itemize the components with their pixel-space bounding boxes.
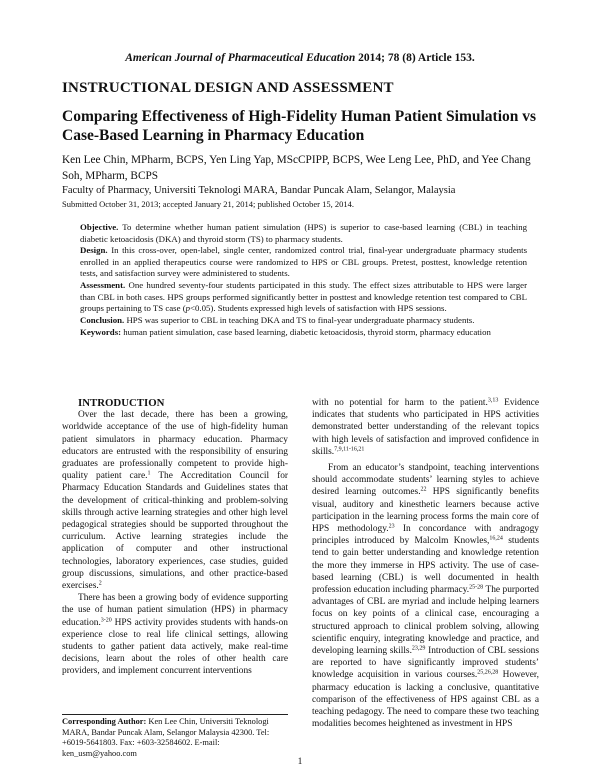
abstract-conclusion	[80, 315, 527, 327]
citation: 23,29	[411, 645, 426, 652]
assessment-text-end: <0.05). Students expressed high levels of satisfaction with HPS sessions.	[190, 303, 447, 314]
keywords-text: human patient simulation, case based learning, diabetic ketoacidosis, thyroid storm, pharmacy education	[123, 327, 491, 338]
affiliation: Faculty of Pharmacy, Universiti Teknologi MARA, Bandar Puncak Alam, Selangor, Malaysia	[62, 185, 456, 196]
page-number: 1	[297, 757, 303, 767]
design-text: In this cross-over, open-label, single center, randomized control trial, final-year undergraduate pharmacy students enrolled in an applied therapeutics course were randomized to HPS or CBL groups. Pretest, posttest, knowledge retention tests, and satisfaction survey were administered to students.	[80, 245, 527, 279]
text-run: The Accreditation Council for Pharmacy Education Standards and Guidelines states that the development of critical-thinking and problem-solving skills through active learning strategies and other high level pedagogical strategies should be supported throughout the curriculum. Active learning strategies include the application of computer and other instructional technologies, laboratory experiences, case studies, guided group discussions, simulations, and other practice-based exercises.	[62, 471, 289, 592]
objective-label: Objective.	[80, 222, 119, 232]
design-label: Design.	[80, 245, 108, 256]
section-label: INSTRUCTIONAL DESIGN AND ASSESSMENT	[62, 80, 394, 96]
right-paragraph-2	[312, 462, 539, 730]
submission-dates: Submitted October 31, 2013; accepted January 21, 2014; published October 15, 2014.	[62, 199, 355, 209]
p-value-symbol: p	[185, 303, 191, 314]
footnote-label: Corresponding Author:	[62, 717, 147, 726]
corresponding-author-footnote	[62, 717, 288, 759]
left-paragraph-1	[62, 409, 288, 592]
objective-text: To determine whether human patient simulation (HPS) is superior to case-based learning (CBL) in teaching diabetic ketoacidosis (DKA) and thyroid storm (TS) to pharmacy students.	[80, 222, 528, 244]
footnote-divider	[62, 714, 288, 715]
journal-name: American Journal of Pharmaceutical Education	[125, 52, 356, 64]
citation: 3-20	[100, 617, 112, 624]
text-run: HPS significantly benefits visual, auditory and kinesthetic learners because active participation in the learning process forms the main core of HPS methodology.	[312, 487, 540, 535]
left-column	[62, 397, 288, 678]
abstract	[80, 222, 527, 339]
citation: 23	[388, 523, 395, 530]
citation: 16,24	[489, 535, 503, 542]
text-run: students tend to gain better understanding and knowledge retention the more they immerse in HPS activity. The use of case-based learning (CBL) is well documented in health profession education including pharmacy.	[312, 536, 539, 596]
text-run: Introduction of CBL sessions are reported to have significantly improved students’ knowledge acquisition in various courses.	[312, 646, 539, 681]
citation: 22	[420, 486, 427, 493]
text-run: with no potential for harm to the patient.	[312, 398, 488, 408]
text-run: However, pharmacy education is lacking a conclusive, quantitative comparison of the effectiveness of HPS against CBL as a teaching pedagogy. The need to compare these two teaching modalities becomes heightened as investment in HPS	[312, 670, 540, 730]
conclusion-label: Conclusion.	[80, 314, 125, 325]
citation: 2	[98, 580, 102, 587]
assessment-label: Assessment.	[80, 279, 126, 290]
assessment-text: One hundred seventy-four students participated in this study. The effect sizes attributable to HPS were larger than CBL in both cases. HPS groups performed significantly better in posttest and knowledge retention test compared to CBL groups pertaining to TS case (	[80, 279, 528, 314]
text-run: In concordance with andragogy principles introduced by Malcolm Knowles,	[312, 524, 539, 547]
footnote-text: Ken Lee Chin, Universiti Teknologi MARA, Bandar Puncak Alam, Selangor Malaysia 42300. Tel: +6019-5641803. Fax: +603-32584602. E-mail: ken_usm@yahoo.com	[62, 717, 270, 758]
text-run: HPS activity provides students with hands-on experience close to real life clinical settings, allowing students to gather patient data actively, make real-time decisions, learn about the roles of other health care providers, and implement concurrent interventions	[62, 617, 288, 677]
citation: 25-28	[469, 584, 484, 591]
article-title: Comparing Effectiveness of High-Fidelity Human Patient Simulation vs Case-Based Learning in Pharmacy Education	[62, 108, 537, 144]
abstract-keywords	[80, 327, 527, 339]
right-paragraph-1	[312, 397, 539, 458]
citation: 25,26,28	[477, 669, 499, 676]
citation: 7,9,11-16,21	[334, 446, 365, 453]
left-paragraph-2	[62, 592, 288, 677]
citation: 1	[147, 470, 151, 477]
right-column	[312, 397, 539, 730]
abstract-assessment	[80, 280, 527, 315]
text-run: The purported advantages of CBL are myriad and include helping learners focus on key points of a clinical case, encouraging a structured approach to clinical problem solving, allowing scientific enquiry, integrating knowledge and practice, and developing learning skills.	[312, 585, 539, 657]
volume-info: 2014; 78 (8) Article 153.	[358, 52, 475, 64]
abstract-design	[80, 245, 527, 280]
abstract-objective	[80, 222, 527, 245]
citation: 3,13	[487, 397, 499, 404]
text-run: Evidence indicates that students who participated in HPS activities demonstrated better understanding of the relevant topics with high levels of satisfaction and improved confidence in skills.	[312, 398, 539, 457]
text-run: There has been a growing body of evidence supporting the use of human patient simulation (HPS) in pharmacy education.	[62, 593, 288, 628]
text-run: From an educator’s standpoint, teaching interventions should accommodate students’ learning styles to achieve desired learning outcomes.	[312, 463, 539, 498]
text-run: Over the last decade, there has been a growing, worldwide acceptance of the use of high-fidelity human patient simulators in pharmacy education. Pharmacy educators are entrusted with the responsibility of ensuring graduates are professionally competent to provide high-quality patient care.	[62, 410, 288, 482]
author-list: Ken Lee Chin, MPharm, BCPS, Yen Ling Yap, MScCPIPP, BCPS, Wee Leng Lee, PhD, and Yee Chang Soh, MPharm, BCPS	[62, 154, 531, 182]
keywords-label: Keywords:	[80, 327, 122, 338]
journal-header	[0, 52, 600, 64]
introduction-heading: INTRODUCTION	[78, 397, 165, 409]
conclusion-text: HPS was superior to CBL in teaching DKA and TS to final-year undergraduate pharmacy students.	[126, 314, 475, 325]
